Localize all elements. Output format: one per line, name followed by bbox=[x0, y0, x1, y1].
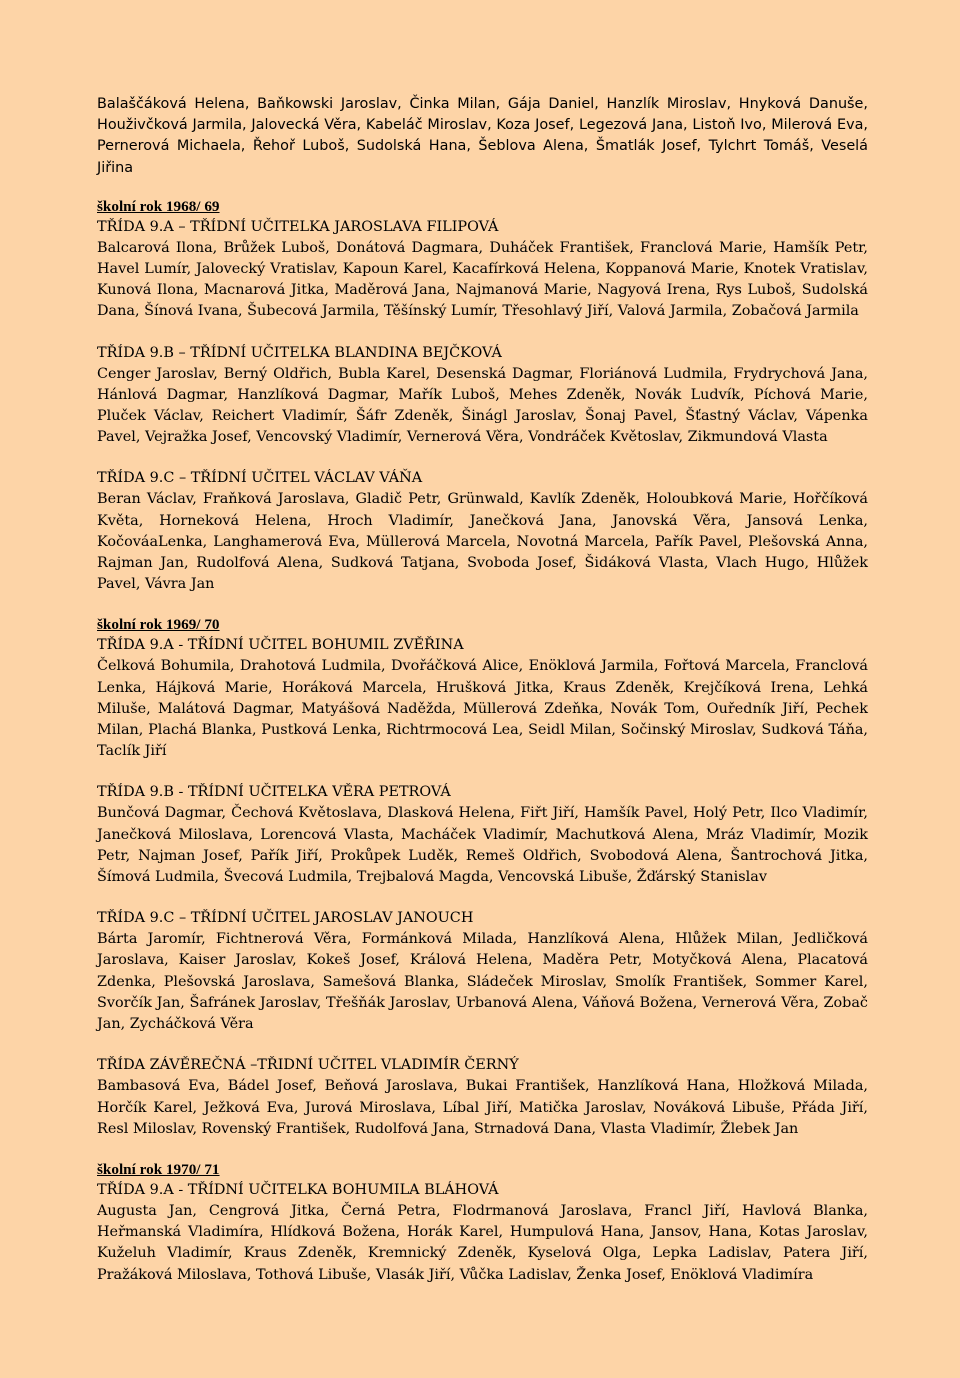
class-title: TŘÍDA ZÁVĚREČNÁ –TŘIDNÍ UČITEL VLADIMÍR ČERNÝ bbox=[97, 1057, 519, 1074]
class-block bbox=[97, 217, 868, 323]
class-names: Cenger Jaroslav, Berný Oldřich, Bubla Karel, Desenská Dagmar, Floriánová Ludmila, Frydrychová Jana, Hánlová Dagmar, Hanzlíková Dagmar, Mařík Luboš, Mehes Zdeněk, Novák Ludvík, Píchová Marie, Pluček Václav, Reichert Vladimír, Šáfr Zdeněk, Šinágl Jaroslav, Šonaj Pavel, Šťastný Václav, Vápenka Pavel, Vejražka Josef, Vencovský Vladimír, Vernerová Věra, Vondráček Květoslav, Zikmundová Vlasta bbox=[97, 365, 868, 446]
class-names: Beran Václav, Fraňková Jaroslava, Gladič Petr, Grünwald, Kavlík Zdeněk, Holoubková Marie, Hořčíková Květa, Horneková Helena, Hroch Vladimír, Janečková Jana, Janovská Věra, Jansová Lenka, KočováaLenka, Langhamerová Eva, Müllerová Marcela, Novotná Marcela, Pařík Pavel, Plešovská Anna, Rajman Jan, Rudolfová Alena, Sudková Tatjana, Svoboda Josef, Šidáková Vlasta, Vlach Hugo, Hlůžek Pavel, Vávra Jan bbox=[97, 491, 868, 593]
class-names: Bunčová Dagmar, Čechová Květoslava, Dlasková Helena, Fiřt Jiří, Hamšík Pavel, Holý Petr, Ilco Vladimír, Janečková Miloslava, Lorencová Vlasta, Macháček Vladimír, Machutková Alena, Mráz Vladimír, Mozik Petr, Najman Josef, Pařík Jiří, Prokůpek Luděk, Remeš Oldřich, Svobodová Alena, Šantrochová Jitka, Šímová Ludmila, Švecová Ludmila, Trejbalová Magda, Vencovská Libuše, Žďárský Stanislav bbox=[97, 805, 868, 886]
school-year-heading: školní rok 1968/ 69 bbox=[97, 197, 220, 215]
class-block bbox=[97, 343, 868, 449]
class-block bbox=[97, 1055, 868, 1140]
class-block bbox=[97, 468, 868, 595]
class-block bbox=[97, 908, 868, 1035]
class-title: TŘÍDA 9.A – TŘÍDNÍ UČITELKA JAROSLAVA FILIPOVÁ bbox=[97, 218, 499, 235]
class-block bbox=[97, 782, 868, 888]
class-title: TŘÍDA 9.C – TŘÍDNÍ UČITEL VÁCLAV VÁŇA bbox=[97, 470, 423, 487]
section-1968-69 bbox=[97, 197, 868, 596]
class-names: Augusta Jan, Cengrová Jitka, Černá Petra, Flodrmanová Jaroslava, Francl Jiří, Havlová Blanka, Heřmanská Vladimíra, Hlídková Božena, Horák Karel, Humpulová Hana, Jansov, Hana, Kotas Jaroslav, Kuželuh Vladimír, Kraus Zdeněk, Kremnický Zdeněk, Kyselová Olga, Lepka Ladislav, Patera Jiří, Pražáková Miloslava, Tothová Libuše, Vlasák Jiří, Vůčka Ladislav, Ženka Josef, Enöklová Vladimíra bbox=[97, 1202, 868, 1283]
class-title: TŘÍDA 9.B – TŘÍDNÍ UČITELKA BLANDINA BEJČKOVÁ bbox=[97, 344, 502, 361]
class-names: Bambasová Eva, Bádel Josef, Beňová Jaroslava, Bukai František, Hanzlíková Hana, Hložková Milada, Horčík Karel, Ježková Eva, Jurová Miroslava, Líbal Jiří, Matička Jaroslav, Nováková Libuše, Přáda Jiří, Resl Miloslav, Rovenský František, Rudolfová Jana, Strnadová Dana, Vlasta Vladimír, Žlebek Jan bbox=[97, 1078, 868, 1137]
school-year-heading: školní rok 1969/ 70 bbox=[97, 616, 220, 634]
class-names: Bárta Jaromír, Fichtnerová Věra, Formánková Milada, Hanzlíková Alena, Hlůžek Milan, Jedličková Jaroslava, Kaiser Jaroslav, Kokeš Josef, Králová Helena, Maděra Petr, Motyčková Alena, Placatová Zdenka, Plešovská Jaroslava, Samešová Blanka, Sládeček Miroslav, Smolík František, Sommer Karel, Svorčík Jan, Šafránek Jaroslav, Třešňák Jaroslav, Urbanová Alena, Váňová Božena, Vernerová Věra, Zobač Jan, Zycháčková Věra bbox=[97, 931, 868, 1033]
section-1969-70 bbox=[97, 615, 868, 1139]
class-block bbox=[97, 1180, 868, 1286]
section-1970-71 bbox=[97, 1160, 868, 1286]
class-names: Čelková Bohumila, Drahotová Ludmila, Dvořáčková Alice, Enöklová Jarmila, Fořtová Marcela, Franclová Lenka, Hájková Marie, Horáková Marcela, Hrušková Jitka, Kraus Zdeněk, Krejčíková Irena, Lehká Miluše, Malátová Dagmar, Matyášová Naděžda, Müllerová Zdeňka, Novák Tom, Ouředník Jiří, Pechek Milan, Plachá Blanka, Pustková Lenka, Richtrmocová Lea, Seidl Milan, Sočinský Miroslav, Sudková Táňa, Taclík Jiří bbox=[97, 658, 868, 760]
class-title: TŘÍDA 9.A - TŘÍDNÍ UČITEL BOHUMIL ZVĚŘINA bbox=[97, 637, 464, 654]
class-title: TŘÍDA 9.B - TŘÍDNÍ UČITELKA VĚRA PETROVÁ bbox=[97, 784, 451, 801]
class-names: Balcarová Ilona, Brůžek Luboš, Donátová Dagmara, Duháček František, Franclová Marie, Hamšík Petr, Havel Lumír, Jalovecký Vratislav, Kapoun Karel, Kacafírková Helena, Koppanová Marie, Knotek Vratislav, Kunová Ilona, Macnarová Jitka, Maděrová Jana, Najmanová Marie, Nagyová Irena, Rys Luboš, Sudolská Dana, Šínová Ivana, Šubecová Jarmila, Těšínský Lumír, Třesohlavý Jiří, Valová Jarmila, Zobačová Jarmila bbox=[97, 239, 868, 320]
class-block bbox=[97, 635, 868, 762]
class-title: TŘÍDA 9.C – TŘÍDNÍ UČITEL JAROSLAV JANOUCH bbox=[97, 910, 474, 927]
intro-names: Balaščáková Helena, Baňkowski Jaroslav, Činka Milan, Gája Daniel, Hanzlík Miroslav, Hnyková Danuše, Houživčková Jarmila, Jalovecká Věra, Kabeláč Miroslav, Koza Josef, Legezová Jana, Listoň Ivo, Milerová Eva, Pernerová Michaela, Řehoř Luboš, Sudolská Hana, Šeblova Alena, Šmatlák Josef, Tylchrt Tomáš, Veselá Jiřina bbox=[97, 96, 868, 176]
school-year-heading: školní rok 1970/ 71 bbox=[97, 1160, 220, 1178]
class-title: TŘÍDA 9.A - TŘÍDNÍ UČITELKA BOHUMILA BLÁHOVÁ bbox=[97, 1181, 499, 1198]
